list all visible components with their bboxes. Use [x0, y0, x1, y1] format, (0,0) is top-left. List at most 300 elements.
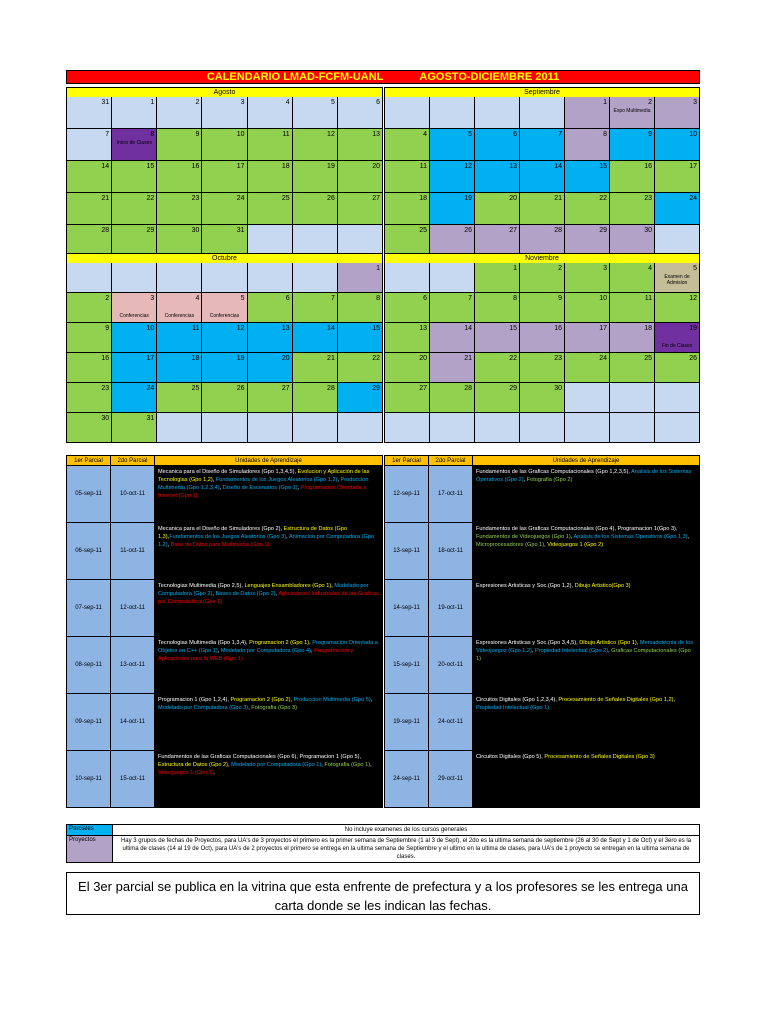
- header-1er-parcial: 1er Parcial: [67, 456, 111, 466]
- day-cell: [293, 97, 338, 129]
- day-number: 30: [554, 385, 562, 392]
- day-number: 1: [150, 99, 155, 106]
- day-number: 9: [195, 131, 200, 138]
- unit-text: Circuitos Digitales (Gpo 5),: [476, 754, 545, 760]
- day-cell: [67, 161, 112, 193]
- unit-text: ,: [370, 697, 373, 703]
- day-cell: [385, 293, 430, 323]
- day-number: 1: [513, 265, 517, 272]
- unit-text: ,: [331, 583, 335, 589]
- day-number: 4: [423, 131, 427, 138]
- day-number: 21: [554, 195, 562, 202]
- day-number: 20: [509, 195, 517, 202]
- day-number: 26: [327, 195, 335, 202]
- day-cell: [248, 293, 293, 323]
- day-number: 9: [648, 131, 652, 138]
- schedule-right: [384, 455, 700, 808]
- day-number: 10: [599, 295, 607, 302]
- day-number: 23: [644, 195, 652, 202]
- unit-text: ,: [309, 640, 313, 646]
- unit-text: Estructura de Datos (Gpo 2): [158, 762, 228, 768]
- unit-text: Analisis de los Sistemas Operativos (Gpo 2): [476, 469, 692, 483]
- unit-text: ,: [217, 648, 221, 654]
- day-cell: [430, 129, 475, 161]
- day-cell: [610, 323, 655, 353]
- day-number: 8: [376, 295, 380, 302]
- day-cell: [385, 97, 430, 129]
- unit-text: Animacion por Computadora (Gpo 1,2): [158, 534, 375, 548]
- unit-text: ,: [167, 542, 171, 548]
- legend-row-proyectos: [67, 836, 699, 862]
- day-number: 12: [464, 163, 472, 170]
- day-cell: [430, 353, 475, 383]
- day-cell: [610, 263, 655, 293]
- date-2do-parcial: 15-oct-11: [111, 751, 155, 808]
- day-cell: [385, 353, 430, 383]
- unit-text: ,: [212, 591, 216, 597]
- day-number: 12: [327, 131, 335, 138]
- day-cell: [157, 293, 202, 323]
- legend-text-proyectos: Hay 3 grupos de fechas de Proyectos, para UA's de 3 proyectos el primero es la primer semana de Septiembre (1 al 3 de Sept), el 2do es la ultima semana de septiembre (26 al 30 de Sept y 1 de Oct) y el 3ero es la ultima de clases (14 al 19 de Oct), para UA's de 2 proyectos el primero se entrega en la ultima semana de Septiembre y el ultimo en la ultima de clases, para UA's de 1 proyecto se entregan en la ultima semana de clases.: [120, 838, 692, 860]
- date-1er-parcial: 09-sep-11: [67, 694, 111, 751]
- day-number: 24: [236, 195, 245, 202]
- unit-text: ,: [608, 648, 612, 654]
- day-cell: [112, 293, 157, 323]
- day-cell: [157, 323, 202, 353]
- legend-label-parciales: Parciales: [67, 825, 113, 835]
- unit-text: Circuitos Digitales (Gpo 1,2,3,4),: [476, 697, 559, 703]
- day-number: 22: [599, 195, 607, 202]
- day-cell: [338, 97, 383, 129]
- unit-text: Dibujo Artistico(Gpo 3): [574, 583, 631, 589]
- unit-text: ,: [227, 762, 232, 768]
- day-cell: [385, 129, 430, 161]
- day-event: Conferencias: [119, 313, 149, 319]
- day-cell: [338, 129, 383, 161]
- day-cell: [655, 161, 700, 193]
- header-1er-parcial: 1er Parcial: [385, 456, 429, 466]
- day-cell: [610, 413, 655, 443]
- day-number: 6: [423, 295, 427, 302]
- day-cell: [202, 263, 247, 293]
- day-number: 11: [192, 325, 200, 332]
- day-number: 28: [554, 227, 562, 234]
- schedule-row: [385, 523, 700, 580]
- date-1er-parcial: 08-sep-11: [67, 637, 111, 694]
- units-cell: [155, 637, 383, 694]
- day-number: 11: [644, 295, 652, 302]
- day-cell: [293, 263, 338, 293]
- day-cell: [112, 413, 157, 443]
- day-cell: [475, 129, 520, 161]
- day-number: 31: [146, 415, 155, 422]
- day-number: 27: [509, 227, 517, 234]
- date-1er-parcial: 15-sep-11: [385, 637, 429, 694]
- unit-text: ,: [673, 697, 675, 703]
- unit-text: Procesamiento de Señales Digitales (Gpo 1,2): [558, 697, 674, 703]
- unit-text: Dibujo Artistico (Gpo 1): [579, 640, 637, 646]
- day-number: 17: [599, 325, 607, 332]
- day-cell: [430, 383, 475, 413]
- day-cell: [520, 353, 565, 383]
- schedule-row: [385, 637, 700, 694]
- day-cell: [565, 413, 610, 443]
- day-number: 3: [603, 265, 607, 272]
- day-number: 11: [282, 131, 290, 138]
- day-number: 31: [236, 227, 245, 234]
- day-number: 30: [644, 227, 652, 234]
- day-cell: [248, 97, 293, 129]
- unit-text: Programacion y Aplicaciones para la WEB (Gpo 1): [158, 648, 354, 662]
- date-2do-parcial: 20-oct-11: [429, 637, 473, 694]
- day-number: 2: [105, 295, 110, 302]
- day-number: 15: [509, 325, 517, 332]
- unit-text: ,: [544, 542, 548, 548]
- unit-text: ,: [275, 591, 279, 597]
- month-agosto: [66, 87, 383, 257]
- day-cell: [157, 413, 202, 443]
- day-cell: [202, 383, 247, 413]
- unit-text: Fundamentos de Videojuegos (Gpo 1): [476, 534, 571, 540]
- schedule-row: [67, 637, 383, 694]
- day-number: 4: [195, 295, 200, 302]
- unit-text: Programacion 2 (Gpo 2): [230, 697, 291, 703]
- day-cell: [655, 353, 700, 383]
- day-cell: [430, 263, 475, 293]
- day-event: Expo Multimedia: [613, 108, 651, 114]
- date-2do-parcial: 19-oct-11: [429, 580, 473, 637]
- date-1er-parcial: 05-sep-11: [67, 466, 111, 523]
- day-cell: [610, 97, 655, 129]
- day-number: 25: [191, 385, 200, 392]
- day-cell: [475, 323, 520, 353]
- unit-text: Programacion 2 (Gpo 1): [249, 640, 310, 646]
- day-cell: [385, 413, 430, 443]
- month-septiembre: [384, 87, 700, 257]
- day-cell: [430, 413, 475, 443]
- day-cell: [112, 129, 157, 161]
- legend-label-proyectos: Proyectos: [67, 836, 113, 862]
- day-cell: [475, 161, 520, 193]
- day-number: 18: [191, 355, 200, 362]
- date-1er-parcial: 06-sep-11: [67, 523, 111, 580]
- day-cell: [655, 263, 700, 293]
- day-cell: [520, 161, 565, 193]
- units-cell: [473, 466, 700, 523]
- day-cell: [338, 413, 383, 443]
- day-cell: [430, 293, 475, 323]
- day-number: 5: [330, 99, 335, 106]
- units-cell: [155, 751, 383, 808]
- day-number: 18: [281, 163, 290, 170]
- unit-text: ,: [687, 534, 690, 540]
- day-cell: [293, 383, 338, 413]
- schedule-header: [385, 456, 700, 466]
- unit-text: Expresiones Artisticas y Soc.(Gpo 1,2),: [476, 583, 575, 589]
- unit-text: ,: [337, 477, 341, 483]
- day-number: 6: [285, 295, 290, 302]
- day-cell: [112, 323, 157, 353]
- day-cell: [520, 413, 565, 443]
- day-cell: [157, 383, 202, 413]
- day-cell: [202, 413, 247, 443]
- date-1er-parcial: 07-sep-11: [67, 580, 111, 637]
- day-number: 2: [195, 99, 200, 106]
- unit-text: Programacion 1 (Gpo 1,2,4),: [158, 697, 231, 703]
- day-cell: [565, 293, 610, 323]
- date-1er-parcial: 13-sep-11: [385, 523, 429, 580]
- day-number: 24: [599, 355, 607, 362]
- day-cell: [293, 293, 338, 323]
- date-2do-parcial: 14-oct-11: [111, 694, 155, 751]
- day-number: 7: [468, 295, 472, 302]
- title-left: CALENDARIO LMAD-FCFM-UANL: [206, 71, 384, 83]
- day-cell: [67, 293, 112, 323]
- day-number: 19: [327, 163, 335, 170]
- day-number: 23: [554, 355, 562, 362]
- day-number: 7: [330, 295, 335, 302]
- day-cell: [248, 263, 293, 293]
- day-number: 10: [236, 131, 245, 138]
- day-cell: [520, 263, 565, 293]
- day-cell: [338, 383, 383, 413]
- day-cell: [520, 383, 565, 413]
- unit-text: .: [213, 770, 216, 776]
- day-number: 16: [644, 163, 652, 170]
- day-cell: [248, 323, 293, 353]
- day-number: 30: [101, 415, 110, 422]
- date-2do-parcial: 12-oct-11: [111, 580, 155, 637]
- day-cell: [293, 193, 338, 225]
- day-cell: [610, 193, 655, 225]
- day-cell: [655, 97, 700, 129]
- day-number: 31: [101, 99, 110, 106]
- day-number: 26: [236, 385, 245, 392]
- day-cell: [248, 413, 293, 443]
- day-number: 22: [509, 355, 517, 362]
- unit-text: Videojuegos 1 (Gpo 2): [547, 542, 604, 548]
- day-number: 19: [236, 355, 245, 362]
- day-cell: [338, 353, 383, 383]
- day-number: 7: [105, 131, 110, 138]
- day-cell: [338, 323, 383, 353]
- day-cell: [430, 193, 475, 225]
- unit-text: Programacion Orientada a Objetos en C++ (Gpo 1): [158, 640, 378, 654]
- unit-text: Analisis de los Sistemas Operativos (Gpo 1,3): [573, 534, 688, 540]
- day-cell: [565, 353, 610, 383]
- unit-text: Fotografia (Gpo 3): [251, 705, 298, 711]
- unit-text: Estructura de Datos (Gpo 1,3): [158, 526, 348, 540]
- day-cell: [385, 193, 430, 225]
- schedule-row: [67, 751, 383, 808]
- day-number: 8: [603, 131, 607, 138]
- schedule-row: [67, 466, 383, 523]
- day-number: 7: [558, 131, 562, 138]
- day-number: 13: [372, 131, 380, 138]
- day-cell: [67, 383, 112, 413]
- day-number: 1: [603, 99, 607, 106]
- header-unidades: Unidades de Aprendizaje: [473, 456, 700, 466]
- date-2do-parcial: 11-oct-11: [111, 523, 155, 580]
- units-cell: [473, 751, 700, 808]
- date-1er-parcial: 14-sep-11: [385, 580, 429, 637]
- day-number: 4: [285, 99, 290, 106]
- day-cell: [338, 263, 383, 293]
- day-number: 10: [146, 325, 155, 332]
- day-number: 5: [468, 131, 472, 138]
- day-cell: [565, 263, 610, 293]
- day-cell: [112, 383, 157, 413]
- legend-row-parciales: [67, 825, 699, 836]
- day-cell: [67, 263, 112, 293]
- day-cell: [610, 353, 655, 383]
- unit-text: Fundamentos de las Graficas Computacionales (Gpo 1,2,3,5),: [476, 469, 632, 475]
- day-cell: [565, 161, 610, 193]
- day-number: 16: [191, 163, 200, 170]
- unit-text: Produccion Multimedia (Gpo 1,2,3,4): [158, 477, 369, 491]
- day-number: 14: [464, 325, 472, 332]
- day-cell: [157, 129, 202, 161]
- unit-text: ,: [297, 485, 301, 491]
- day-number: 17: [689, 163, 697, 170]
- day-number: 22: [372, 355, 380, 362]
- legend-text-parciales: No incluye examenes de los cursos generales: [344, 827, 468, 833]
- schedule-row: [385, 751, 700, 808]
- day-cell: [248, 383, 293, 413]
- header-2do-parcial: 2do Parcial: [429, 456, 473, 466]
- unit-text: Modelado por Computadora (Gpo 3): [158, 705, 249, 711]
- day-number: 12: [236, 325, 245, 332]
- day-cell: [610, 383, 655, 413]
- day-number: 15: [372, 325, 380, 332]
- schedule-row: [385, 694, 700, 751]
- day-cell: [112, 97, 157, 129]
- unit-text: Modelado por Computadora (Gpo 1): [231, 762, 322, 768]
- day-cell: [610, 293, 655, 323]
- day-number: 11: [419, 163, 427, 170]
- day-number: 13: [419, 325, 427, 332]
- day-cell: [475, 193, 520, 225]
- day-number: 13: [281, 325, 290, 332]
- unit-text: Bases de Datos (Gpo 2): [215, 591, 276, 597]
- day-number: 20: [419, 355, 427, 362]
- day-cell: [520, 129, 565, 161]
- day-cell: [385, 323, 430, 353]
- day-number: 20: [281, 355, 290, 362]
- day-number: 17: [236, 163, 245, 170]
- unit-text: ,: [167, 534, 170, 540]
- day-number: 2: [558, 265, 562, 272]
- day-cell: [293, 129, 338, 161]
- unit-text: Evolucion y Aplicación de las Tecnologias (Gpo 1,2): [158, 469, 370, 483]
- day-number: 29: [599, 227, 607, 234]
- unit-text: Fotografia (Gpo 2): [526, 477, 573, 483]
- day-cell: [202, 97, 247, 129]
- unit-text: ,: [636, 640, 640, 646]
- day-cell: [565, 383, 610, 413]
- unit-text: ,: [523, 477, 527, 483]
- unit-text: Aplicaciones Industriales de las Graficas por Computadora (Gpo 1): [158, 591, 379, 605]
- day-cell: [520, 193, 565, 225]
- units-cell: [155, 523, 383, 580]
- schedule-row: [67, 580, 383, 637]
- schedule-row: [385, 466, 700, 523]
- units-cell: [473, 580, 700, 637]
- day-cell: [520, 293, 565, 323]
- day-cell: [248, 161, 293, 193]
- unit-text: Mecanica para el Diseño de Simuladores (Gpo 2),: [158, 526, 284, 532]
- day-cell: [338, 193, 383, 225]
- unit-text: ,: [248, 705, 252, 711]
- day-cell: [112, 193, 157, 225]
- day-event: Conferencias: [209, 313, 240, 319]
- day-cell: [293, 161, 338, 193]
- day-cell: [475, 413, 520, 443]
- day-number: 14: [327, 325, 335, 332]
- day-cell: [67, 97, 112, 129]
- unit-text: Modelado por Computadora (Gpo 4): [220, 648, 311, 654]
- unit-text: Expresiones Artisticas y Soc.(Gpo 3,4,5),: [476, 640, 580, 646]
- schedule-row: [67, 694, 383, 751]
- units-cell: [473, 694, 700, 751]
- month-name: Agosto: [67, 88, 383, 98]
- header-2do-parcial: 2do Parcial: [111, 456, 155, 466]
- title-right: AGOSTO-DICIEMBRE 2011: [419, 71, 560, 83]
- units-cell: [473, 523, 700, 580]
- unit-text: Diseño de Escenarios (Gpo 1): [222, 485, 298, 491]
- day-cell: [655, 323, 700, 353]
- day-cell: [338, 161, 383, 193]
- day-number: 27: [419, 385, 427, 392]
- day-number: 16: [101, 355, 110, 362]
- day-cell: [202, 129, 247, 161]
- day-cell: [157, 193, 202, 225]
- unit-text: ,: [290, 697, 294, 703]
- day-cell: [112, 161, 157, 193]
- date-1er-parcial: 12-sep-11: [385, 466, 429, 523]
- calendar-title: [66, 70, 700, 84]
- day-cell: [520, 97, 565, 129]
- day-cell: [157, 263, 202, 293]
- day-number: 22: [146, 195, 155, 202]
- unit-text: ,: [286, 534, 289, 540]
- day-cell: [610, 129, 655, 161]
- day-cell: [202, 193, 247, 225]
- day-cell: [475, 263, 520, 293]
- unit-text: Lenguajes Ensambladores (Gpo 1): [244, 583, 332, 589]
- units-cell: [473, 637, 700, 694]
- day-cell: [112, 353, 157, 383]
- day-number: 26: [689, 355, 697, 362]
- date-2do-parcial: 13-oct-11: [111, 637, 155, 694]
- day-cell: [157, 353, 202, 383]
- day-number: 10: [689, 131, 697, 138]
- day-cell: [202, 161, 247, 193]
- day-cell: [157, 161, 202, 193]
- day-cell: [565, 129, 610, 161]
- day-cell: [338, 293, 383, 323]
- day-number: 6: [376, 99, 380, 106]
- day-cell: [655, 129, 700, 161]
- day-event: Inicio de Clases: [116, 140, 152, 146]
- day-number: 21: [101, 195, 110, 202]
- day-number: 3: [150, 295, 155, 302]
- day-number: 19: [464, 195, 472, 202]
- day-number: 15: [599, 163, 607, 170]
- day-number: 18: [419, 195, 427, 202]
- schedule-left: [66, 455, 383, 808]
- day-number: 29: [146, 227, 155, 234]
